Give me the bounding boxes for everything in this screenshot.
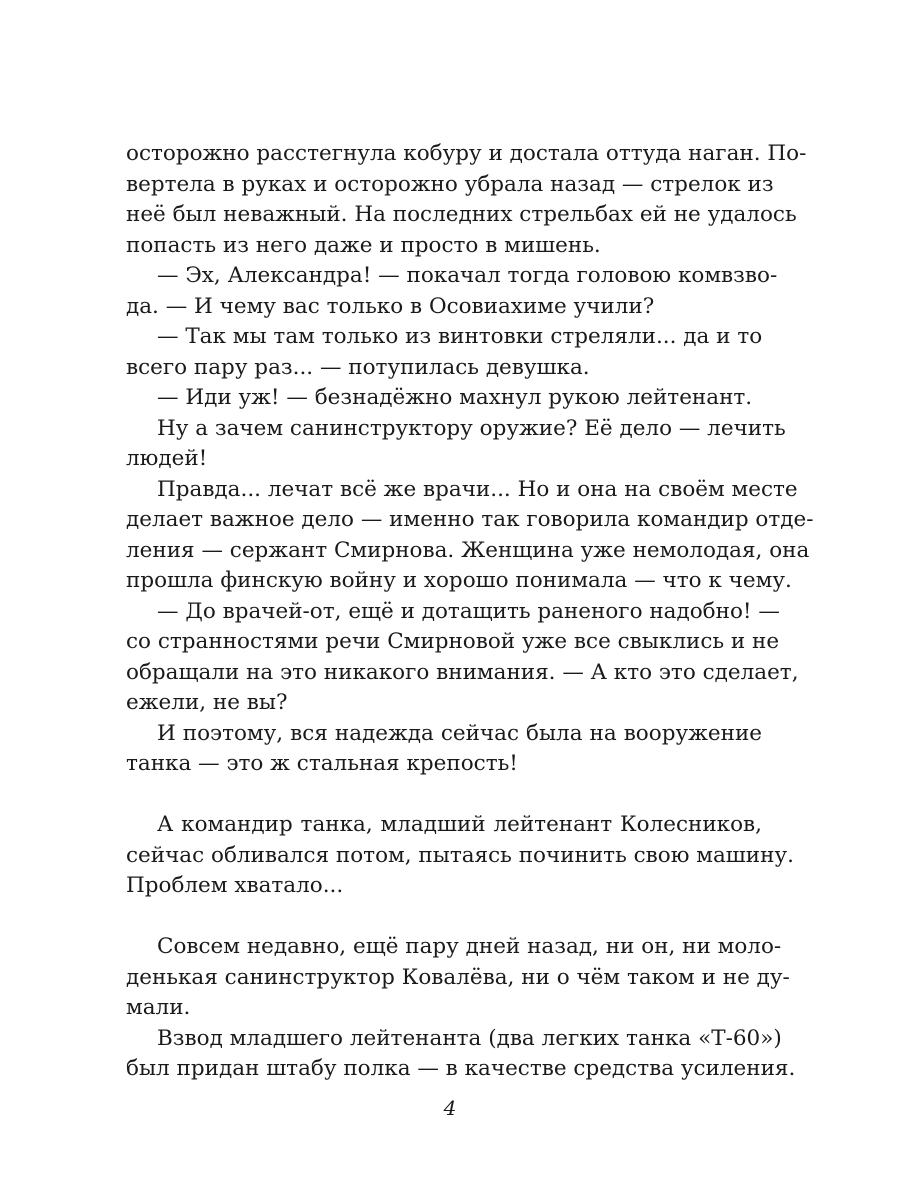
- text-line: попасть из него даже и просто в мишень.: [126, 232, 601, 258]
- text-line: всего пару раз... — потупилась девушка.: [126, 354, 590, 380]
- text-line: — До врачей-от, ещё и дотащить раненого надобно! —: [157, 598, 780, 624]
- text-line: делает важное дело — именно так говорила командир отде-: [126, 507, 814, 532]
- text-line: ежели, не вы?: [126, 690, 288, 715]
- text-line: обращали на это никакого внимания. — А кто это сделает,: [126, 659, 799, 685]
- text-line: И поэтому, вся надежда сейчас была на вооружение: [157, 720, 762, 746]
- section-break: [126, 780, 762, 811]
- text-line: — Иди уж! — безнадёжно махнул рукою лейтенант.: [157, 385, 753, 410]
- book-page-text: [126, 139, 814, 1085]
- text-line: сейчас обливался потом, пытаясь починить свою машину.: [126, 842, 794, 868]
- text-line: людей!: [126, 446, 208, 471]
- text-line: вертела в руках и осторожно убрала назад — стрелок из: [126, 171, 774, 197]
- text-line: — Так мы там только из винтовки стреляли... да и то: [157, 324, 763, 349]
- text-line: да. — И чему вас только в Осовиахиме учили?: [126, 293, 655, 319]
- section-break: [126, 902, 762, 933]
- text-line: Ну а зачем санинструктору оружие? Её дело — лечить: [157, 415, 786, 441]
- text-line: А командир танка, младший лейтенант Колесников,: [157, 812, 762, 837]
- text-line: Совсем недавно, ещё пару дней назад, ни он, ни моло-: [157, 934, 782, 959]
- text-line: прошла финскую войну и хорошо понимала — что к чему.: [126, 568, 792, 593]
- text-line: мали.: [126, 995, 191, 1020]
- text-line: Проблем хватало...: [126, 873, 344, 898]
- text-line: Взвод младшего лейтенанта (два легких танка «Т-60»): [157, 1025, 782, 1051]
- page-number: 4: [443, 1096, 457, 1120]
- text-line: ления — сержант Смирнова. Женщина уже немолодая, она: [126, 537, 810, 563]
- text-line: со странностями речи Смирновой уже все свыклись и не: [126, 629, 780, 654]
- text-line: был придан штабу полка — в качестве средства усиления.: [126, 1056, 796, 1081]
- text-line: танка — это ж стальная крепость!: [126, 751, 518, 776]
- text-line: Правда... лечат всё же врачи... Но и она на своём месте: [157, 476, 798, 502]
- text-line: денькая санинструктор Ковалёва, ни о чём таком и не ду-: [126, 964, 790, 990]
- text-line: неё был неважный. На последних стрельбах ей не удалось: [126, 202, 797, 227]
- text-line: осторожно расстегнула кобуру и достала оттуда наган. По-: [126, 141, 807, 166]
- text-line: — Эх, Александра! — покачал тогда головою комвзво-: [157, 263, 778, 288]
